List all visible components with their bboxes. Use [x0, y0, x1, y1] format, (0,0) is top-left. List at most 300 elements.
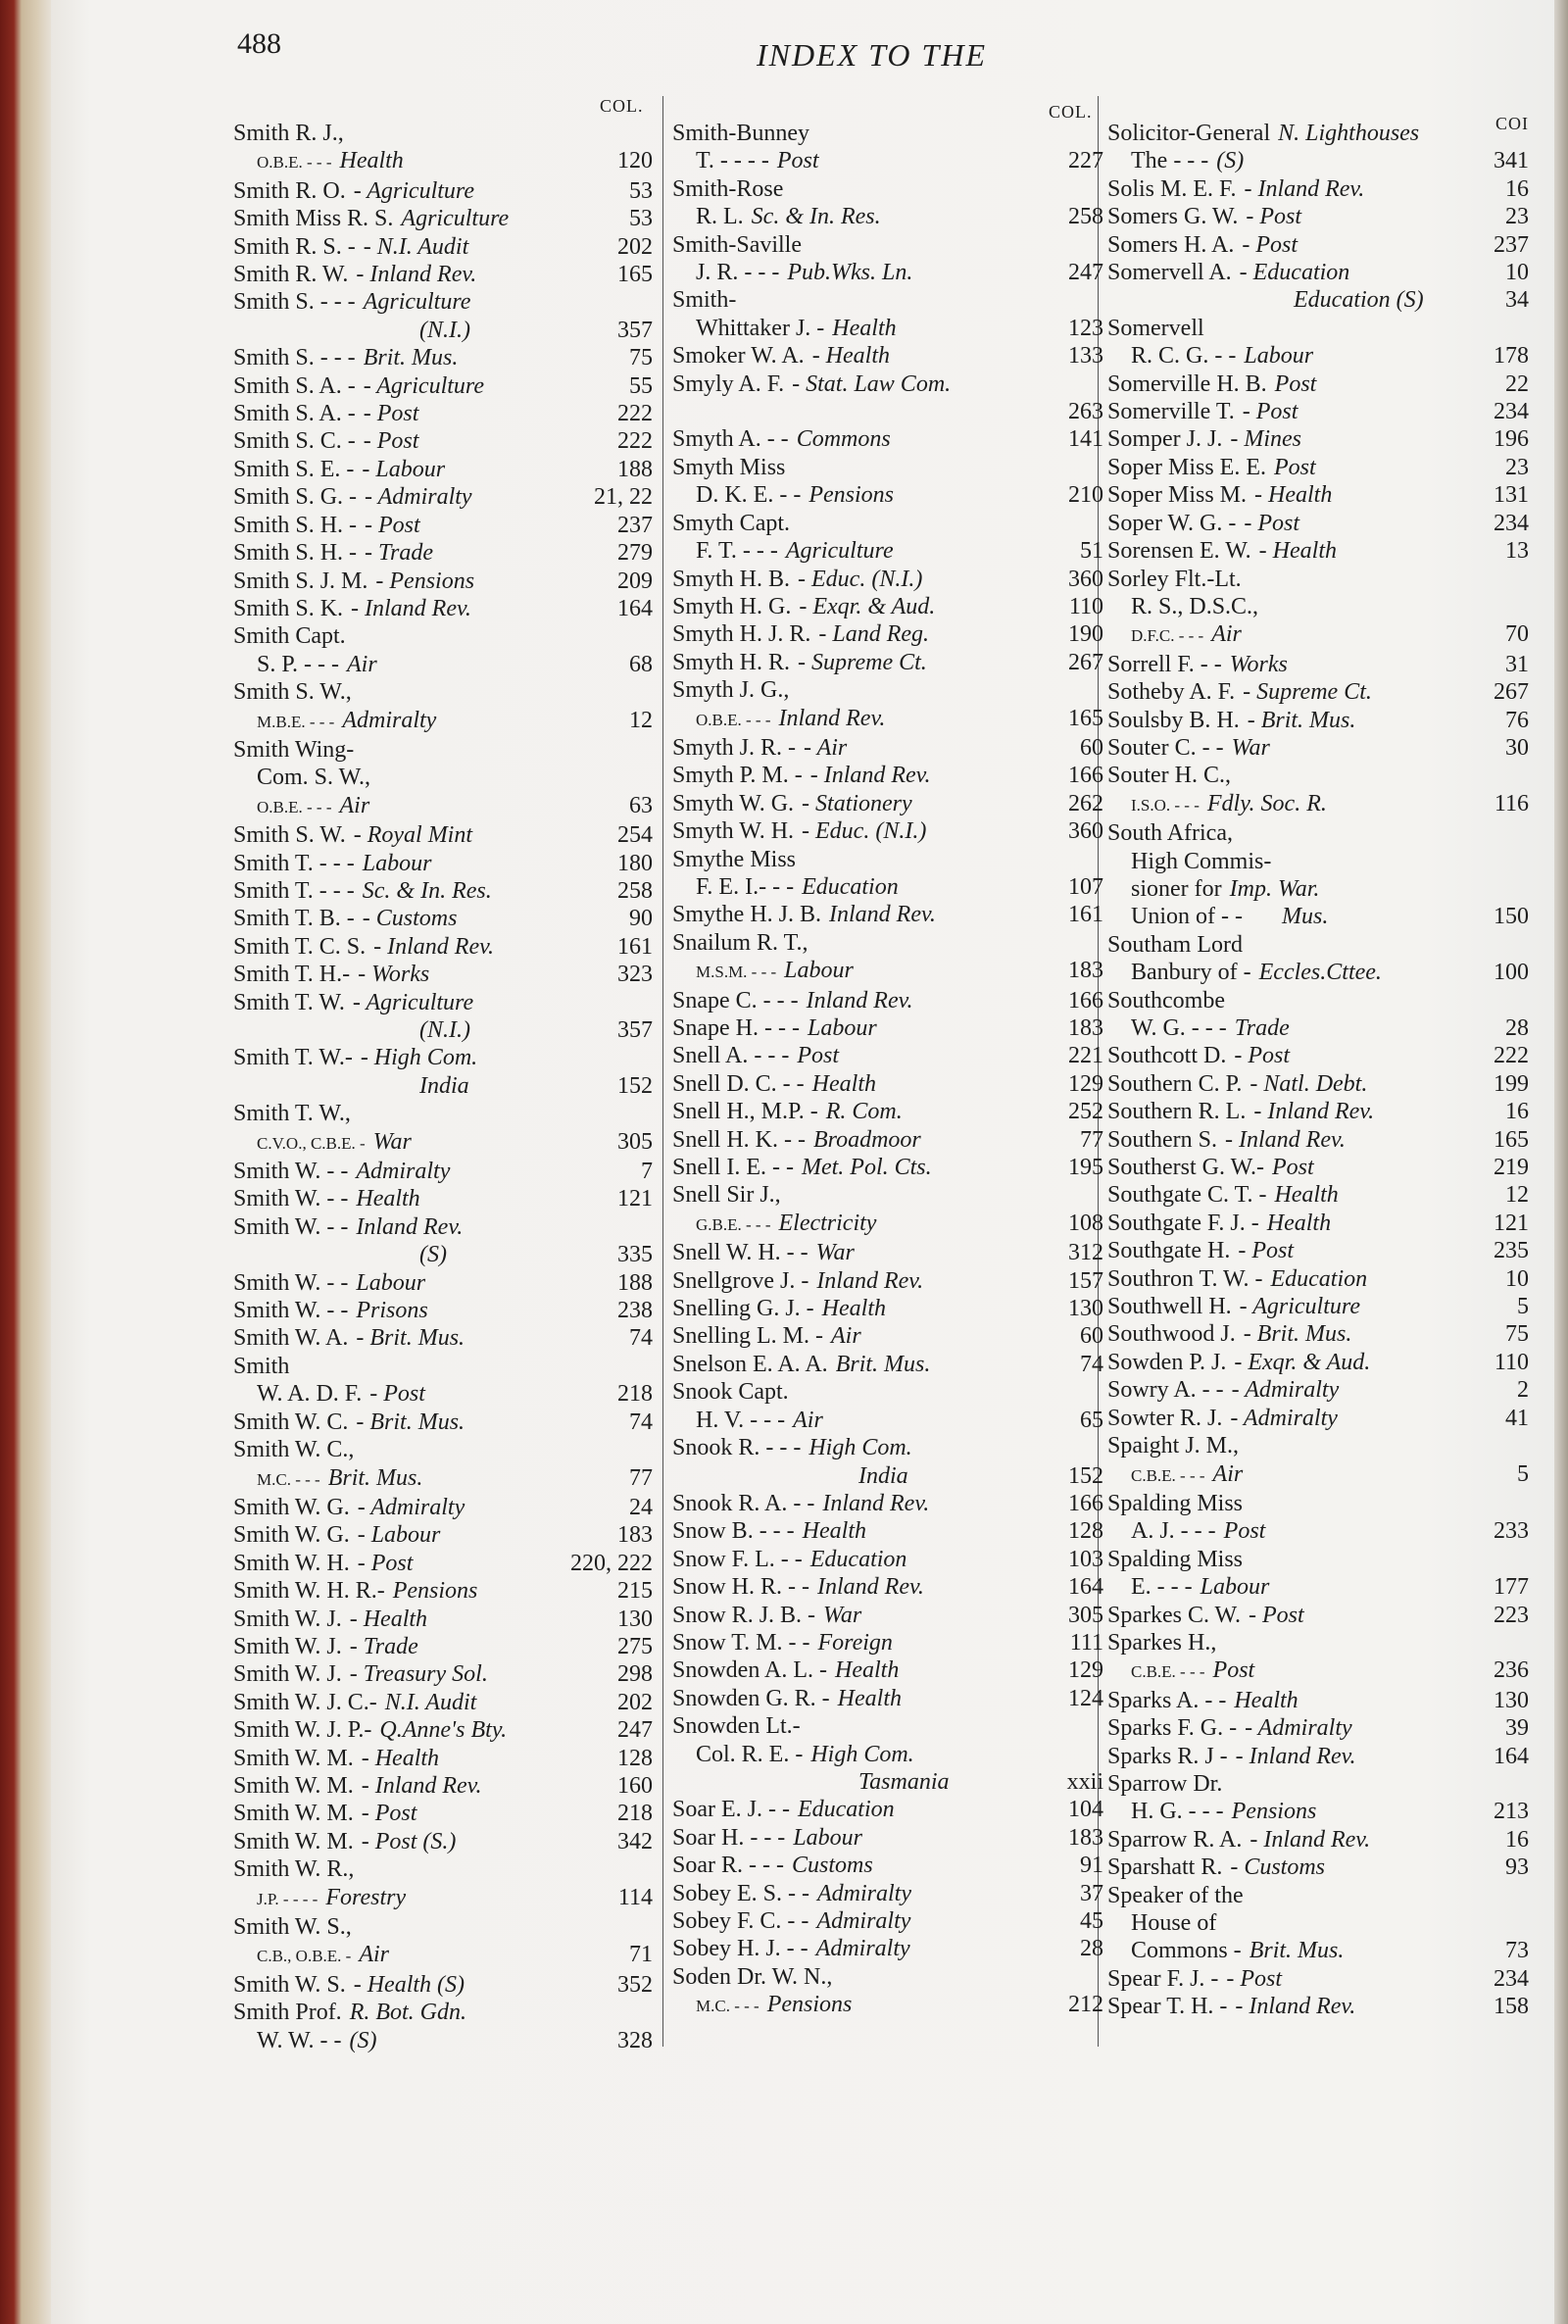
entry-department: - Agriculture — [1239, 1294, 1360, 1320]
index-entry — [233, 1913, 653, 1941]
entry-name: O.B.E. - - - — [257, 797, 332, 816]
index-entry — [233, 1241, 653, 1268]
col-heading-2: COL. — [1049, 102, 1093, 122]
entry-department: - Educ. (N.I.) — [798, 566, 923, 592]
index-entry — [672, 1963, 1103, 1991]
entry-department: - Natl. Debt. — [1250, 1070, 1368, 1097]
index-entry — [672, 315, 1103, 342]
entry-column-number: 267 — [1494, 679, 1529, 706]
entry-department: Foreign — [817, 1629, 893, 1656]
index-entry — [1107, 537, 1529, 565]
entry-name: Smith W. G. — [233, 1522, 350, 1549]
entry-department: Labour — [356, 1269, 426, 1296]
entry-name: Sobey F. C. - - — [672, 1908, 809, 1934]
index-entry — [1107, 1517, 1529, 1545]
index-entry — [672, 1042, 1103, 1069]
entry-name: Snook Capt. — [672, 1379, 789, 1406]
index-entry — [233, 147, 653, 176]
entry-department: - Exqr. & Aud. — [799, 593, 936, 619]
entry-column-number: 114 — [617, 1884, 653, 1910]
index-entry — [672, 1712, 1103, 1740]
index-entry — [672, 537, 1103, 565]
entry-column-number: 210 — [1068, 482, 1103, 509]
entry-department: - Post — [369, 1381, 425, 1408]
entry-name: Sparks R. J - — [1107, 1743, 1228, 1769]
index-column-1 — [233, 120, 653, 2054]
entry-name: Smyth W. H. — [672, 818, 795, 845]
entry-department: Imp. War. — [1229, 875, 1320, 902]
entry-name: Spaight J. M., — [1107, 1433, 1240, 1459]
entry-department: Post — [1223, 1518, 1266, 1545]
entry-column-number: 183 — [617, 1522, 653, 1549]
entry-department: - Post — [363, 401, 419, 427]
index-entry — [233, 933, 653, 961]
entry-department: Sc. & In. Res. — [362, 877, 492, 904]
entry-name: Smith W. M. — [233, 1801, 354, 1827]
entry-column-number: 222 — [617, 428, 653, 455]
entry-column-number: 218 — [617, 1381, 653, 1408]
index-entry — [233, 1016, 653, 1044]
entry-column-number: 107 — [1068, 873, 1103, 900]
index-entry — [233, 1044, 653, 1071]
entry-name: Smith-Bunney — [672, 121, 810, 146]
entry-name: Smythe Miss — [672, 846, 797, 872]
index-entry — [1107, 1993, 1529, 2020]
entry-department: Health — [802, 1518, 866, 1545]
entry-department: - Health — [349, 1606, 428, 1632]
entry-name: Smith S. W., — [233, 679, 352, 706]
entry-department: - High Com. — [360, 1045, 478, 1071]
index-entry — [233, 1971, 653, 1999]
entry-column-number: 12 — [629, 707, 653, 733]
index-entry — [1107, 1573, 1529, 1601]
entry-name: Sparkes C. W. — [1107, 1602, 1242, 1628]
entry-department: - Post — [357, 1550, 414, 1576]
entry-column-number: 227 — [1068, 148, 1103, 174]
entry-name: Smith W. J. — [233, 1633, 342, 1659]
index-entry — [672, 1181, 1103, 1209]
entry-department: Education — [802, 873, 899, 900]
index-entry — [233, 1745, 653, 1772]
entry-name: Soper Miss E. E. — [1107, 454, 1266, 480]
entry-column-number: 222 — [617, 401, 653, 427]
entry-name: Sowter R. J. — [1107, 1405, 1223, 1431]
entry-column-number: 128 — [617, 1745, 653, 1771]
entry-column-number: 279 — [617, 540, 653, 567]
entry-department: War — [823, 1602, 862, 1628]
entry-name: Smyth J. R. - — [672, 734, 797, 761]
entry-department: Inland Rev. — [778, 705, 886, 731]
index-entry — [233, 372, 653, 400]
index-entry — [672, 1573, 1103, 1601]
entry-name: Snow T. M. - - — [672, 1629, 810, 1656]
entry-department: R. Bot. Gdn. — [349, 2000, 467, 2026]
entry-name: Smyth Capt. — [672, 510, 791, 536]
entry-name: Southerst G. W.- — [1107, 1155, 1265, 1181]
entry-column-number: 190 — [1068, 621, 1103, 648]
index-entry — [233, 1100, 653, 1127]
entry-column-number: 218 — [617, 1801, 653, 1827]
index-entry — [1107, 1770, 1529, 1798]
entry-department: Labour — [784, 958, 854, 984]
index-entry — [1107, 1546, 1529, 1573]
entry-name: Union of - - — [1131, 904, 1243, 930]
entry-column-number: 164 — [617, 595, 653, 621]
index-entry — [1107, 1826, 1529, 1854]
entry-name: Southgate F. J. - — [1107, 1210, 1259, 1236]
index-entry — [1107, 1602, 1529, 1629]
entry-column-number: 195 — [1068, 1155, 1103, 1181]
entry-column-number: 237 — [617, 512, 653, 538]
index-entry — [672, 1098, 1103, 1125]
index-entry — [1107, 1629, 1529, 1656]
entry-department: Health — [811, 1070, 876, 1097]
index-entry — [672, 425, 1103, 453]
entry-name: Snowden A. L. - — [672, 1657, 827, 1684]
index-entry — [233, 1409, 653, 1436]
entry-name: Smith W. J. P.- — [233, 1717, 372, 1744]
page-number: 488 — [237, 27, 281, 60]
index-entry — [233, 1464, 653, 1494]
entry-column-number: 53 — [629, 177, 653, 204]
index-entry — [672, 231, 1103, 259]
entry-column-number: 120 — [617, 148, 653, 174]
entry-department: Inland Rev. — [816, 1267, 924, 1294]
entry-column-number: 2 — [1517, 1377, 1529, 1404]
entry-name: Sowden P. J. — [1107, 1349, 1227, 1375]
entry-column-number: 183 — [1068, 1824, 1103, 1851]
entry-department: Post — [1212, 1657, 1255, 1684]
entry-name: Smith Capt. — [233, 623, 346, 650]
index-entry — [233, 205, 653, 232]
entry-column-number: 23 — [1505, 454, 1529, 480]
entry-column-number: 238 — [617, 1298, 653, 1324]
index-entry — [233, 1436, 653, 1463]
entry-name: Banbury of - — [1131, 960, 1251, 986]
entry-department: Health — [1234, 1687, 1298, 1713]
index-entry — [233, 707, 653, 736]
entry-department: High Com. — [810, 1741, 914, 1767]
index-entry — [233, 512, 653, 539]
entry-column-number: 223 — [1494, 1602, 1529, 1628]
entry-column-number: 199 — [1494, 1070, 1529, 1097]
index-entry — [672, 175, 1103, 203]
entry-column-number: 183 — [1068, 1015, 1103, 1041]
index-entry — [1107, 1460, 1529, 1490]
index-entry — [233, 1884, 653, 1913]
index-entry — [233, 2027, 653, 2054]
entry-department: - Agriculture — [352, 989, 474, 1015]
entry-name: Souter H. C., — [1107, 763, 1231, 789]
entry-column-number: 158 — [1494, 1994, 1529, 2020]
entry-column-number: 161 — [1068, 902, 1103, 928]
index-entry — [1107, 762, 1529, 789]
entry-department: Health — [835, 1657, 900, 1684]
entry-department: - Post — [1249, 1602, 1304, 1628]
entry-column-number: 157 — [1068, 1267, 1103, 1294]
entry-department: Broadmoor — [812, 1126, 921, 1153]
entry-name: R. S., D.S.C., — [1131, 593, 1259, 619]
index-column-2 — [672, 120, 1103, 2021]
entry-department: - Mines — [1230, 426, 1301, 453]
index-entry — [233, 1380, 653, 1408]
entry-department: - Admiralty — [1245, 1715, 1352, 1742]
index-entry — [233, 568, 653, 595]
entry-name: Smyth H. G. — [672, 593, 792, 619]
entry-column-number: 202 — [617, 1689, 653, 1715]
entry-department: - Labour — [357, 1522, 441, 1549]
entry-department: - Educ. (N.I.) — [802, 818, 927, 845]
entry-name: Smith W. - - — [233, 1213, 349, 1240]
index-entry — [672, 1434, 1103, 1461]
entry-name: R. C. G. - - — [1131, 343, 1237, 370]
index-entry — [233, 1633, 653, 1660]
entry-department: Admiralty — [816, 1908, 911, 1934]
entry-name: J.P. - - - - — [257, 1889, 318, 1908]
entry-name: Smyly A. F. — [672, 371, 785, 397]
index-entry — [1107, 1293, 1529, 1320]
entry-column-number: 312 — [1068, 1240, 1103, 1266]
entry-department: (N.I.) — [419, 1017, 470, 1043]
entry-name: Smyth Miss — [672, 454, 786, 480]
entry-name: Smyth A. - - — [672, 426, 789, 453]
entry-department: War — [1231, 734, 1270, 761]
entry-department: High Com. — [808, 1435, 912, 1461]
index-entry — [1107, 819, 1529, 847]
entry-name: W. G. - - - — [1131, 1015, 1227, 1041]
entry-column-number: 104 — [1068, 1797, 1103, 1823]
index-entry — [233, 1158, 653, 1185]
entry-name: Soulsby B. H. — [1107, 707, 1240, 733]
entry-name: Smyth W. G. — [672, 790, 795, 816]
entry-column-number: 131 — [1494, 482, 1529, 509]
entry-name: Sparshatt R. — [1107, 1854, 1223, 1881]
index-entry — [233, 1072, 653, 1100]
page-edge — [1554, 0, 1568, 2324]
entry-name: Smith S. H. - — [233, 540, 358, 567]
entry-department: War — [372, 1128, 412, 1155]
index-entry — [672, 1796, 1103, 1823]
index-entry — [672, 846, 1103, 873]
entry-column-number: 160 — [617, 1772, 653, 1799]
index-entry — [1107, 959, 1529, 986]
entry-name: W. A. D. F. — [257, 1381, 363, 1408]
entry-department: - Inland Rev. — [1225, 1126, 1346, 1153]
entry-name: Somerville T. — [1107, 399, 1235, 425]
entry-department: Labour — [362, 850, 432, 876]
entry-department: Pensions — [808, 482, 894, 509]
entry-department: Health — [1274, 1182, 1339, 1209]
entry-name: Smith S. A. - — [233, 372, 356, 399]
index-entry — [1107, 651, 1529, 678]
entry-name: Southern R. L. — [1107, 1099, 1247, 1125]
entry-name: T. - - - - — [696, 148, 769, 174]
index-entry — [1107, 707, 1529, 734]
entry-column-number: 75 — [629, 345, 653, 371]
entry-name: Snow B. - - - — [672, 1518, 795, 1545]
index-entry — [233, 288, 653, 316]
index-entry — [1107, 678, 1529, 706]
entry-column-number: 234 — [1494, 399, 1529, 425]
index-entry — [233, 622, 653, 650]
entry-column-number: 71 — [629, 1942, 653, 1968]
entry-department: - Health — [811, 343, 890, 370]
entry-department: Works — [1229, 651, 1288, 677]
entry-name: A. J. - - - — [1131, 1518, 1216, 1545]
entry-name: Sorensen E. W. — [1107, 538, 1251, 565]
entry-department: - Exqr. & Aud. — [1234, 1349, 1371, 1375]
index-entry — [1107, 1965, 1529, 1993]
entry-department: (S) — [349, 2027, 377, 2053]
index-entry — [233, 1577, 653, 1605]
entry-department: Eccles.Cttee. — [1258, 960, 1382, 986]
entry-department: Labour — [807, 1015, 877, 1041]
index-entry — [672, 676, 1103, 704]
index-entry — [233, 344, 653, 371]
entry-name: Smith W. J. C.- — [233, 1689, 377, 1715]
entry-department: - Inland Rev. — [1253, 1099, 1375, 1125]
entry-name: Smith Prof. — [233, 2000, 342, 2026]
entry-name: The - - - — [1131, 148, 1209, 174]
entry-department: Brit. Mus. — [835, 1351, 931, 1377]
entry-name: Com. S. W., — [257, 765, 371, 791]
entry-department: - Brit. Mus. — [1243, 1321, 1352, 1348]
entry-column-number: 124 — [1068, 1685, 1103, 1711]
index-entry — [1107, 1490, 1529, 1517]
col-heading-3: COI — [1495, 114, 1529, 133]
entry-department: Education — [797, 1797, 895, 1823]
entry-column-number: 74 — [1080, 1351, 1103, 1377]
entry-name: Smyth J. G., — [672, 677, 790, 704]
entry-department: - Brit. Mus. — [356, 1409, 466, 1435]
entry-column-number: 166 — [1068, 987, 1103, 1014]
entry-name: C.B., O.B.E. - — [257, 1947, 352, 1966]
index-entry — [1107, 425, 1529, 453]
entry-name: Smith R. W. — [233, 262, 349, 288]
entry-department: Health — [837, 1685, 902, 1711]
entry-name: South Africa, — [1107, 820, 1233, 847]
entry-name: Smith W. G. — [233, 1494, 350, 1520]
index-entry — [1107, 1210, 1529, 1237]
entry-name: S. P. - - - — [257, 651, 340, 677]
index-entry — [672, 1070, 1103, 1098]
index-entry — [672, 1741, 1103, 1768]
entry-name: Smith T. - - - — [233, 850, 355, 876]
entry-column-number: 37 — [1080, 1880, 1103, 1906]
entry-department: N. Lighthouses — [1278, 121, 1420, 146]
index-entry — [672, 873, 1103, 901]
entry-name: Smith W. S., — [233, 1914, 352, 1940]
entry-name: Smith W. S. — [233, 1971, 346, 1998]
entry-column-number: 263 — [1068, 399, 1103, 425]
entry-name: Snell W. H. - - — [672, 1240, 808, 1266]
index-entry — [1107, 203, 1529, 230]
entry-column-number: 335 — [617, 1242, 653, 1268]
entry-column-number: 180 — [617, 850, 653, 876]
entry-name: M.S.M. - - - — [696, 963, 777, 982]
entry-name: O.B.E. - - - — [257, 153, 332, 173]
index-entry — [1107, 398, 1529, 425]
entry-department: - Health — [1254, 482, 1333, 509]
entry-department: - Admiralty — [1231, 1377, 1340, 1404]
index-entry — [233, 1353, 653, 1380]
entry-department: - Education — [1239, 260, 1350, 286]
index-entry — [1107, 231, 1529, 259]
entry-name: Smith W. - - — [233, 1298, 349, 1324]
entry-column-number: 51 — [1080, 538, 1103, 565]
entry-name: Snell H., M.P. - — [672, 1099, 818, 1125]
index-entry — [672, 259, 1103, 286]
entry-column-number: 178 — [1494, 343, 1529, 370]
entry-name: Snell D. C. - - — [672, 1070, 805, 1097]
entry-name: Smith S. - - - — [233, 289, 356, 316]
index-entry — [1107, 286, 1529, 314]
entry-department: Inland Rev. — [356, 1213, 464, 1240]
entry-name: Sobey E. S. - - — [672, 1880, 809, 1906]
entry-name: J. R. - - - — [696, 260, 780, 286]
entry-name: Southern S. — [1107, 1126, 1218, 1153]
entry-department: Admiralty — [815, 1936, 910, 1962]
index-entry — [1107, 593, 1529, 620]
entry-column-number: 34 — [1505, 287, 1529, 314]
entry-name: Smith Wing- — [233, 736, 355, 763]
entry-column-number: 305 — [1068, 1602, 1103, 1628]
entry-name: Smith W. H. R.- — [233, 1578, 385, 1605]
entry-department: Tasmania — [858, 1768, 950, 1795]
entry-name: Southgate H. — [1107, 1238, 1231, 1264]
index-entry — [672, 817, 1103, 845]
entry-column-number: 121 — [617, 1186, 653, 1212]
entry-name: Sparkes H., — [1107, 1629, 1217, 1656]
entry-name: M.C. - - - — [696, 1997, 760, 2016]
entry-department: - Inland Rev. — [356, 262, 477, 288]
entry-column-number: 247 — [1068, 260, 1103, 286]
entry-column-number: 23 — [1505, 204, 1529, 230]
index-entry — [672, 1768, 1103, 1796]
entry-name: Snelling G. J. - — [672, 1296, 814, 1322]
entry-name: Smith T. - - - — [233, 877, 355, 904]
entry-column-number: 234 — [1494, 510, 1529, 536]
entry-department: - Brit. Mus. — [356, 1325, 466, 1352]
entry-column-number: 233 — [1494, 1518, 1529, 1545]
entry-department: (S) — [1216, 148, 1245, 174]
entry-column-number: 166 — [1068, 1490, 1103, 1516]
entry-name: Snape C. - - - — [672, 987, 799, 1014]
entry-name: Smith T. C. S. — [233, 933, 367, 960]
entry-name: Snowden Lt.- — [672, 1713, 801, 1740]
entry-name: Somervell — [1107, 315, 1204, 341]
index-entry — [233, 1999, 653, 2026]
index-entry — [1107, 987, 1529, 1014]
entry-column-number: 123 — [1068, 315, 1103, 341]
entry-column-number: 77 — [1080, 1126, 1103, 1153]
index-entry — [672, 987, 1103, 1014]
entry-name: Snailum R. T., — [672, 929, 808, 956]
entry-column-number: 63 — [629, 792, 653, 818]
entry-column-number: 41 — [1505, 1405, 1529, 1431]
entry-name: Somers G. W. — [1107, 204, 1239, 230]
entry-name: D.F.C. - - - — [1131, 626, 1204, 646]
index-entry — [1107, 120, 1529, 147]
entry-name: Whittaker J. - — [696, 315, 825, 341]
entry-column-number: 275 — [617, 1633, 653, 1659]
entry-column-number: 100 — [1494, 960, 1529, 986]
entry-name: Smith- — [672, 287, 737, 314]
entry-column-number: 164 — [1494, 1743, 1529, 1769]
entry-department: - Inland Rev. — [373, 933, 494, 960]
entry-department: - Post — [1238, 1238, 1294, 1264]
entry-department: - Trade — [349, 1633, 418, 1659]
